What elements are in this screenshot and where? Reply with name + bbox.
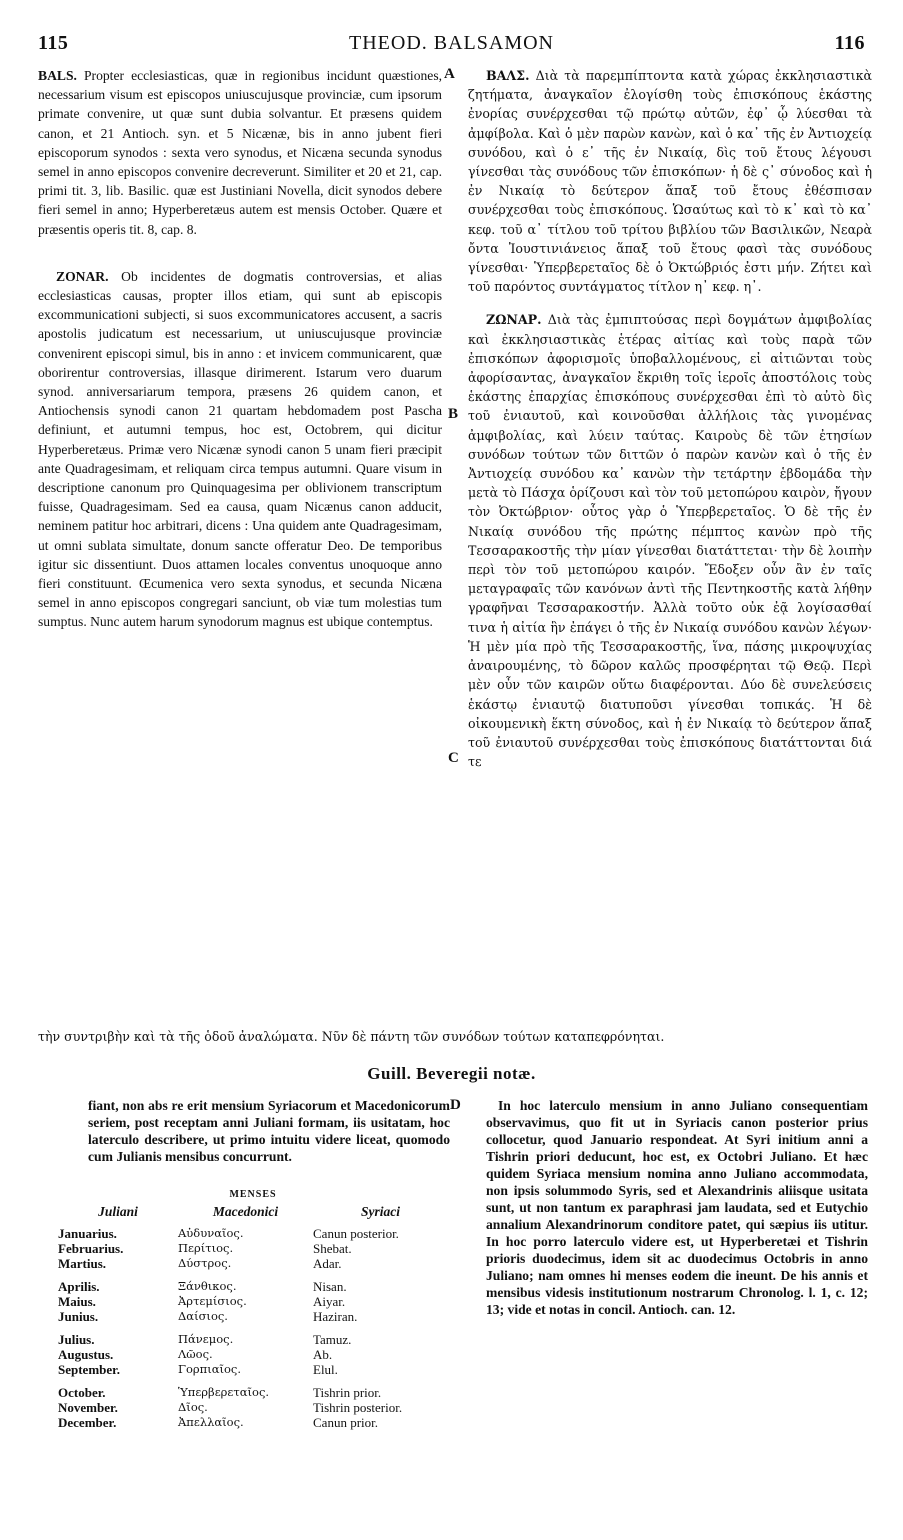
syriac-month: Tishrin prior.: [313, 1385, 382, 1400]
notes-left-column: [88, 1097, 450, 1165]
macedonian-month: Ξάνθικος.: [178, 1279, 237, 1293]
syriac-month: Canun posterior.: [313, 1226, 399, 1241]
months-table: [58, 1204, 448, 1430]
table-row: [58, 1226, 448, 1241]
macedonian-month: Ἀρτεμίσιος.: [178, 1294, 247, 1308]
table-row: [58, 1362, 448, 1377]
macedonian-month: Λῶος.: [178, 1347, 213, 1361]
macedonian-month: Γορπιαῖος.: [178, 1362, 242, 1376]
julian-month: Februarius.: [58, 1241, 124, 1256]
margin-letter-b: B: [448, 406, 459, 422]
julian-month: Aprilis.: [58, 1279, 100, 1294]
zonar-paragraph-latin: [38, 267, 442, 632]
zonar-text-greek: Διὰ τὰς ἐμπιπτούσας περὶ δογμάτων ἀμφιβολίας καὶ ἐκκλησιαστικὰς ἑτέρας αἰτίας καὶ τοὺς παρὰ τῶν ἐπισκόπων ἀφορισμοῖς ὑποβαλλομένους, εἰ αἰτιῶνται τοὺς ἀφορίσαντας, ἀναγκαῖον ἔκριθη τοῖς ἱεροῖς ἀποστόλοις τοὺς ἑκάστης ἐπαρχίας ἐπισκόπους συνέρχεσθαι ἐπὶ τὸ αὐτὸ δὶς τοῦ ἐνιαυτοῦ, καὶ κοινοῦσθαι ἀλλήλοις τὰς γινομένας ἀμφιβολίας, καὶ λύειν ταύτας. Καιροὺς δὲ τῶν ἐτησίων συνόδων τούτων τῶν διττῶν ὁ παρὼν κανὼν καὶ ὁ τῆς ἐν Ἀντιοχείᾳ συνόδου κα᾽ κανὼν τὴν τετάρτην ἑβδομάδα τὴν μετὰ τὸ Πάσχα ὁρίζουσι καὶ τὸν τοῦ μετοπώρου καιρὸν, ἤγουν τὸν Ὀκτώβριον· οὗτος γὰρ ὁ Ὑπερβερεταῖος. Ὁ δὲ τῆς ἐν Νικαίᾳ συνόδου τῆς πρώτης πέμπτος κανὼν πρὸ τῆς Τεσσαρακοστῆς τὴν μίαν γίνεσθαι διατάττεται· τὴν δὲ λοιπὴν περὶ τὸν τοῦ μετοπώρου καιρόν. Ἔδοξεν οὖν ἂν ἐν ταῖς μεταγραφαῖς τῶν κανόνων ἀντὶ τῆς Πεντηκοστῆς κατὰ λήθην γραφῆναι Τεσσαρακοστήν. Ἀλλὰ τοῦτο οὐκ ἐᾷ λογίσασθαί τινα ἡ αἰτία ἣν ἐπάγει ὁ τῆς ἐν Νικαίᾳ συνόδου κανὼν λέγων· Ἡ μὲν μία πρὸ τῆς Τεσσαρακοστῆς, ἵνα, πάσης μικροψυχίας ἀναιρουμένης, τὸ δῶρον καλῶς προσφέρηται τῷ Θεῷ. Περὶ μὲν οὖν τῶν καιρῶν οὕτω διαφέρονται. Δύο δὲ συνελεύσεις ἑκάστῳ ἐνιαυτῷ διατυποῦσι γίνεσθαι τοπικάς. Ἡ δὲ οἰκουμενικὴ ἕκτη σύνοδος, καὶ ἡ ἐν Νικαίᾳ τὸ δεύτερον ἅπαξ τοῦ ἐνιαυτοῦ συνέρχεσθαι τοὺς ἐπισκόπους διατάττονται διά τε: [468, 312, 872, 770]
table-row: [58, 1347, 448, 1362]
zonar-lead-greek: ΖΩΝΑΡ.: [486, 312, 542, 328]
table-row: [58, 1385, 448, 1400]
margin-letter-d: D: [450, 1097, 461, 1113]
syriac-month: Tamuz.: [313, 1332, 352, 1347]
macedonian-month: Δῖος.: [178, 1400, 208, 1414]
table-row: [58, 1415, 448, 1430]
bals-paragraph-greek: [468, 66, 872, 296]
syriac-month: Elul.: [313, 1362, 338, 1377]
julian-month: Januarius.: [58, 1226, 117, 1241]
page-number-right: 116: [834, 32, 865, 54]
bals-lead-latin: BALS.: [38, 68, 77, 83]
syriac-month: Nisan.: [313, 1279, 347, 1294]
syriac-month: Shebat.: [313, 1241, 352, 1256]
greek-spanning-line: τὴν συντριβὴν καὶ τὰ τῆς ὁδοῦ ἀναλώματα. Νῦν δὲ πάντη τῶν συνόδων τούτων καταπεφρόνηται.: [38, 1029, 665, 1044]
latin-column: [38, 66, 442, 632]
bals-paragraph-latin: [38, 66, 442, 239]
notes-title: Guill. Beveregii notæ.: [367, 1064, 536, 1083]
page-number-left: 115: [38, 32, 69, 54]
julian-month: Augustus.: [58, 1347, 114, 1362]
macedonian-month: Περίτιος.: [178, 1241, 234, 1255]
running-title: THEOD. BALSAMON: [349, 32, 554, 54]
table-row: [58, 1332, 448, 1347]
table-row: [58, 1309, 448, 1324]
zonar-text-latin: Ob incidentes de dogmatis controversias, et alias ecclesiasticas causas, propter illos etiam, qui sunt ab episcopis excommunicationi subjecti, si suos excommunicatores accusent, a sacris apostolis judicatum est necessarium, ut uniuscujusque provinciæ convenirent episcopi simul, bis in anno : et invicem communicarent, quæ oborirentur controversias, illasque dirimerent. Istarum vero duarum synod. anniversariarum tempora, præsens 26 quidem canon, et Antiochensis synodi canon 21 quartam hebdomadem post Pascha definiunt, et autumni tempus, hoc est, Octobrem, qui dicitur Hyperberetæus. Primæ vero Nicænæ synodi canon 5 unam fieri præcipit ante Quadragesimam, et reliquam circa tempus autumni. Quare visum in descriptione canonum pro Quinquagesima per oblivionem transcriptum fuisse, Quadragesimam. Sed ea causa, quam Nicænus canon adducit, neminem patitur hoc arbitrari, dicens : Una quidem ante Quadragesimam, ut omni sublata simultate, donum sancte offeratur Deo. De temporibus igitur sic dissentiunt. Duos attamen locales conventus unoquoque anno fieri constituunt. Œcumenica vero sexta synodus, et secunda Nicæna semel in anno episcopos congregari sanciunt, ob viæ tum molestias tum sumptus. Nunc autem harum synodorum magnus est ubique contemptus.: [38, 268, 442, 630]
margin-letter-a: A: [444, 66, 455, 82]
julian-month: September.: [58, 1362, 120, 1377]
bals-text-greek: Διὰ τὰ παρεμπίπτοντα κατὰ χώρας ἐκκλησιαστικὰ ζητήματα, ἀναγκαῖον ἐλογίσθη τοὺς ἐπισκόπους ἑκάστης ἐνορίας συνέρχεσθαι τῷ πρώτῳ αὐτῶν, ἐφ᾽ ᾧ λύεσθαι τὰ ἀμφίβολα. Καὶ ὁ μὲν παρὼν κανὼν, καὶ ὁ κα᾽ τῆς ἐν Ἀντιοχείᾳ συνόδου, καὶ ὁ ε᾽ τῆς ἐν Νικαίᾳ, δὶς τοῦ ἔτους λέγουσι γίνεσθαι τὰς συνόδους τῶν ἐπισκόπων· ἡ δὲ ς᾽ σύνοδος καὶ ἡ ἐν Νικαίᾳ τὸ δεύτερον ἅπαξ τοῦ ἔτους ἐθέσπισαν συνέρχεσθαι τοὺς ἐπισκόπους. Ὡσαύτως καὶ τὸ κ᾽ καὶ τὸ κα᾽ κεφ. τοῦ α᾽ τίτλου τοῦ τρίτου βιβλίου τῶν Βασιλικῶν, Νεαρὰ ὄντα Ἰουστινιάνειος ἅπαξ τοῦ ἔτους φασὶ τὰς συνόδους γίνεσθαι· Ὑπερβερεταῖος δὲ ὁ Ὀκτώβριός ἐστι μήν. Ζήτει καὶ τοῦ παρόντος συντάγματος τίτλον η᾽ κεφ. η᾽.: [468, 68, 872, 295]
notes-right-text: In hoc laterculo mensium in anno Juliano consequentiam observavimus, quo fit ut in Syriacis canon posterior prius collocetur, quod Januario respondeat. At Syri initium anni a Tishrin priori deducunt, hoc est, ex Octobri Juliano. Et hæc quidem Syriaca mensium nomina anno Juliano accommodata, non ipsis solummodo Syris, sed et Alexandrinis aliisque usitata sunt, ut non tantum ex paraphrasi jam laudata, sed et Eutychio annalium Alexandrinorum conditore patet, qui sæpius iis utitur. In hoc porro laterculo videre est, ut Hyperberetæi et Tishrin prioris duodecimus, idem sit ac duodecimus Octobris in anno Juliano; nam omnes hi menses eodem die ineunt. De his annis et mensibus videsis institutionum nostrarum Chronolog. l. 1, c. 12; 13; vide et notas in concil. Antioch. can. 12.: [486, 1098, 868, 1317]
syriac-month: Aiyar.: [313, 1294, 346, 1309]
julian-month: Junius.: [58, 1309, 99, 1324]
bals-lead-greek: ΒΑΛΣ.: [486, 68, 530, 83]
running-head: [38, 32, 865, 60]
julian-month: October.: [58, 1385, 106, 1400]
greek-column: [468, 66, 872, 771]
julian-month: November.: [58, 1400, 118, 1415]
bals-text-latin: Propter ecclesiasticas, quæ in regionibus incidunt quæstiones, necessarium visum est episcopos uniuscujusque provinciæ, cum ipsorum primate convenire, ut quæ sunt dubia solvantur. Et præsens quidem canon, et 21 Antioch. syn. et 5 Nicænæ, bis in anno jubent fieri episcoporum synodos : sexta vero synodus, et Nicæna secunda synodus semel in anno episcopos convenire decreverunt. Similiter et 20 et 21, cap. primi tit. 3, lib. Basilic. quæ est Justiniani Novella, dicit synodos debere fieri semel in anno; Hyperberetæus autem est mensis October. Quære et præsentis operis tit. 8, cap. 8.: [38, 68, 443, 237]
header-juliani: Juliani: [98, 1204, 138, 1219]
syriac-month: Tishrin posterior.: [313, 1400, 403, 1415]
table-row: [58, 1241, 448, 1256]
macedonian-month: Δύστρος.: [178, 1256, 232, 1270]
macedonian-month: Πάνεμος.: [178, 1332, 234, 1346]
julian-month: Martius.: [58, 1256, 107, 1271]
zonar-lead-latin: ZONAR.: [56, 268, 109, 284]
table-row: [58, 1294, 448, 1309]
margin-letter-c: C: [448, 750, 459, 766]
months-caption: MENSES: [229, 1189, 277, 1200]
julian-month: Maius.: [58, 1294, 96, 1309]
table-row: [58, 1400, 448, 1415]
macedonian-month: Δαίσιος.: [178, 1309, 228, 1323]
macedonian-month: Ὑπερβερεταῖος.: [178, 1385, 270, 1399]
header-syriaci: Syriaci: [361, 1204, 400, 1219]
months-table-block: [58, 1189, 448, 1430]
syriac-month: Canun prior.: [313, 1415, 378, 1430]
julian-month: Julius.: [58, 1332, 95, 1347]
header-macedonici: Macedonici: [212, 1204, 279, 1219]
table-row: [58, 1279, 448, 1294]
julian-month: December.: [58, 1415, 117, 1430]
table-row: [58, 1256, 448, 1271]
notes-left-text: fiant, non abs re erit mensium Syriacorum et Macedonicorum seriem, post receptam anni Juliani formam, iis usitatam, hoc laterculo describere, ut primo intuitu videre liceat, quomodo cum Julianis mensibus concurrunt.: [88, 1098, 450, 1164]
syriac-month: Adar.: [313, 1256, 342, 1271]
zonar-paragraph-greek: [468, 310, 872, 771]
notes-right-column: [486, 1097, 868, 1318]
syriac-month: Ab.: [313, 1347, 333, 1362]
macedonian-month: Αὐδυναῖος.: [178, 1226, 244, 1240]
macedonian-month: Ἀπελλαῖος.: [178, 1415, 244, 1429]
syriac-month: Haziran.: [313, 1309, 358, 1324]
months-header-row: [58, 1204, 448, 1226]
